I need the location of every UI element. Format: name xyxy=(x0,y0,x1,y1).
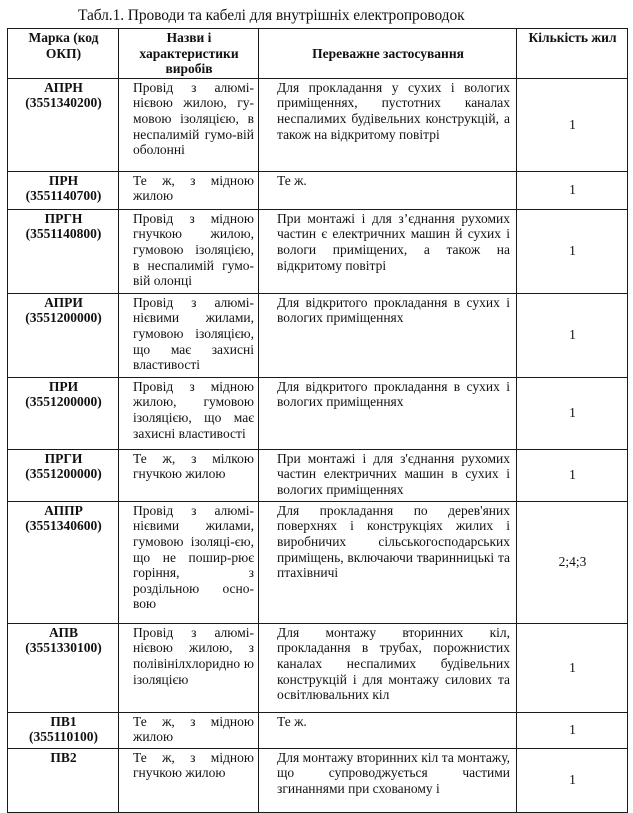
mark-cell xyxy=(8,377,119,449)
cores-cell: 1 xyxy=(517,748,628,812)
cores-cell: 1 xyxy=(517,209,628,293)
mark-name: ПРИ xyxy=(48,378,79,394)
mark-name: ПВ1 xyxy=(50,713,77,729)
description-cell: Провід з алюмі-нієвими жилами, гумовою ізоляці-єю, що не пошир-рює горіння, з роздільною осно-вою xyxy=(119,501,259,623)
table-row xyxy=(8,748,628,812)
description-cell: Те ж, з мідною жилою xyxy=(119,171,259,209)
okp-code: (3551340200) xyxy=(25,95,102,111)
okp-code: (3551330100) xyxy=(25,640,102,656)
okp-code: (3551340600) xyxy=(25,518,102,534)
mark-name: ПРН xyxy=(48,172,79,188)
okp-code: (3551200000) xyxy=(25,394,102,410)
description-cell: Те ж, з мілкою гнучкою жилою xyxy=(119,449,259,501)
cores-cell: 2;4;3 xyxy=(517,501,628,623)
mark-cell xyxy=(8,449,119,501)
header-code: Марка (код ОКП) xyxy=(8,29,119,79)
mark-cell xyxy=(8,623,119,712)
cores-cell: 1 xyxy=(517,449,628,501)
cores-cell: 1 xyxy=(517,712,628,748)
cores-cell: 1 xyxy=(517,171,628,209)
description-cell: Провід з мідною жилою, гумовою ізоляцією, що має захисні властивості xyxy=(119,377,259,449)
usage-cell: Для прокладання по дерев'яних поверхнях і конструкціях жилих і виробничих сільськогосподарських приміщень, включаючи тваринницькі та птахівничі xyxy=(259,501,517,623)
table-row xyxy=(8,623,628,712)
wires-cables-table xyxy=(7,28,628,813)
description-cell: Провід з алюмі-нієвою жилою, гу-мовою ізоляцією, в неспалимій гумо-вій оболонні xyxy=(119,78,259,171)
okp-code: (3551200000) xyxy=(25,466,102,482)
mark-name: ПРГИ xyxy=(44,450,83,466)
description-cell: Провід з алюмі-нієвою жилою, з полівінілхлоридно ю ізоляцією xyxy=(119,623,259,712)
table-row xyxy=(8,78,628,171)
table-row xyxy=(8,501,628,623)
usage-cell: Для монтажу вторинних кіл, прокладання в трубах, порожнистих каналах неспалимих будівельних конструкцій і для монтажу силових та освітлювальних кіл xyxy=(259,623,517,712)
cores-cell: 1 xyxy=(517,293,628,377)
mark-cell xyxy=(8,293,119,377)
table-row xyxy=(8,171,628,209)
usage-cell: Те ж. xyxy=(259,171,517,209)
description-cell: Провід з алюмі-нієвими жилами, гумовою ізоляцією, що має захисні властивості xyxy=(119,293,259,377)
mark-cell xyxy=(8,209,119,293)
table-row xyxy=(8,209,628,293)
description-cell: Провід з мідною гнучкою жилою, гумовою ізоляцією, в неспалимій гумо-вій олонці xyxy=(119,209,259,293)
usage-cell: При монтажі і для з’єднання рухомих частин є електричних машин й сухих і вологи приміщених, а також на відкритому повітрі xyxy=(259,209,517,293)
cores-cell: 1 xyxy=(517,78,628,171)
header-use: Переважне застосування xyxy=(259,29,517,79)
description-cell: Те ж, з мідною жилою xyxy=(119,712,259,748)
table-caption: Табл.1. Проводи та кабелі для внутрішніх електропроводок xyxy=(78,7,465,24)
cores-cell: 1 xyxy=(517,377,628,449)
header-name: Назви і характеристики виробів xyxy=(119,29,259,79)
table-row xyxy=(8,377,628,449)
mark-cell xyxy=(8,501,119,623)
mark-cell xyxy=(8,748,119,812)
description-cell: Те ж, з мідною гнучкою жилою xyxy=(119,748,259,812)
table-row xyxy=(8,712,628,748)
mark-name: АПРН xyxy=(44,79,83,95)
okp-code: (3551140700) xyxy=(25,188,102,204)
mark-name: АПРИ xyxy=(44,294,83,310)
usage-cell: Для відкритого прокладання в сухих і вологих приміщеннях xyxy=(259,293,517,377)
usage-cell: Для прокладання у сухих і вологих приміщеннях, пустотних каналах неспалимих будівельних конструкцій, а також на відкритому повітрі xyxy=(259,78,517,171)
header-cores: Кількість жил xyxy=(517,29,628,79)
mark-name: АПВ xyxy=(49,624,78,640)
usage-cell: При монтажі і для з'єднання рухомих частин електричних машин в сухих і вологих приміщеннях xyxy=(259,449,517,501)
table-row xyxy=(8,449,628,501)
okp-code: (3551140800) xyxy=(25,226,102,242)
usage-cell: Те ж. xyxy=(259,712,517,748)
cores-cell: 1 xyxy=(517,623,628,712)
table-header-row xyxy=(8,29,628,79)
usage-cell: Для відкритого прокладання в сухих і вологих приміщеннях xyxy=(259,377,517,449)
mark-cell xyxy=(8,171,119,209)
okp-code: (355110100) xyxy=(29,729,98,745)
mark-name: ПРГН xyxy=(44,210,83,226)
usage-cell: Для монтажу вторинних кіл та монтажу, що супроводжується частими згинаннями при схованому і xyxy=(259,748,517,812)
mark-name: АППР xyxy=(44,502,83,518)
mark-cell xyxy=(8,78,119,171)
table-row xyxy=(8,293,628,377)
mark-cell xyxy=(8,712,119,748)
mark-name: ПВ2 xyxy=(50,749,77,765)
okp-code: (3551200000) xyxy=(25,310,102,326)
